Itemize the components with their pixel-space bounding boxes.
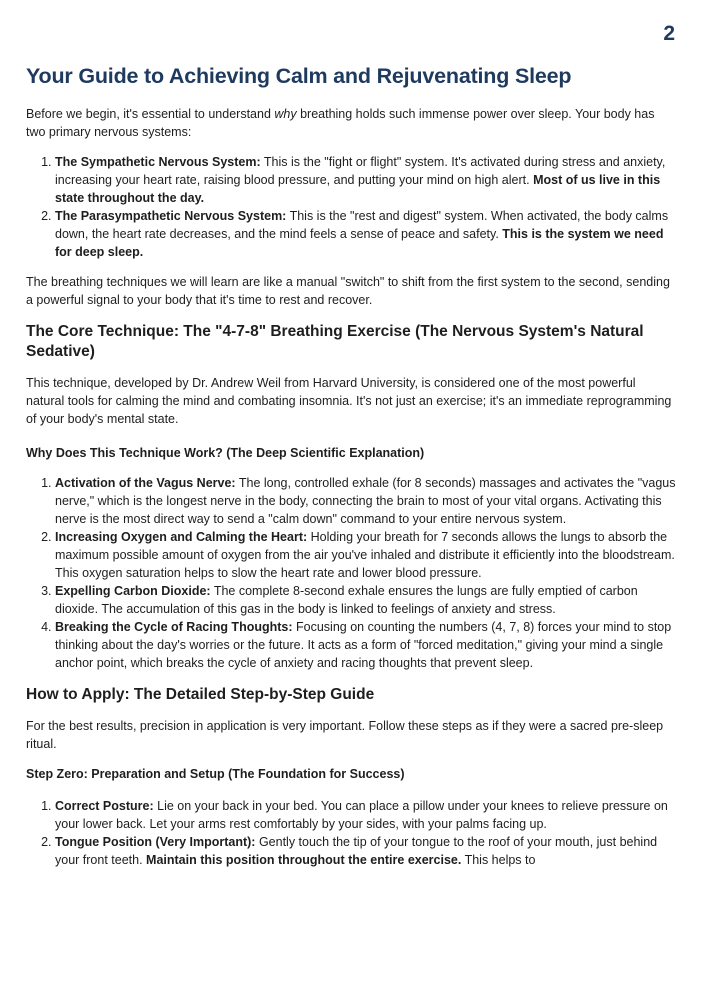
list-item: 2. The Parasympathetic Nervous System: This is the "rest and digest" system. When activated, the body calms down, the heart rate decreases, and the mind feels a sense of peace and safety. This is the system we need for deep sleep. [55, 207, 677, 261]
emphasis-why: why [274, 107, 297, 121]
list-item: 1. The Sympathetic Nervous System: This is the "fight or flight" system. It's activated during stress and anxiety, increasing your heart rate, raising blood pressure, and putting your mind on high alert. Most of us live in this state throughout the day. [55, 153, 677, 207]
list-item: 1. Activation of the Vagus Nerve: The long, controlled exhale (for 8 seconds) massages and activates the "vagus nerve," which is the longest nerve in the body, connecting the brain to most of your vital organs. Activating this nerve is the most direct way to send a "calm down" command to your entire nervous system. [55, 474, 677, 528]
core-technique-heading: The Core Technique: The "4-7-8" Breathing Exercise (The Nervous System's Natural Sedative) [26, 323, 644, 360]
list-item: 2. Tongue Position (Very Important): Gently touch the tip of your tongue to the roof of your mouth, just behind your front teeth. Maintain this position throughout the entire exercise. This helps to [55, 833, 677, 869]
list-item: 1. Correct Posture: Lie on your back in your bed. You can place a pillow under your knees to relieve pressure on your lower back. Let your arms rest comfortably by your sides, with your palms facing up. [55, 797, 677, 833]
nervous-systems-list [26, 153, 677, 261]
steps-list [26, 797, 677, 869]
list-item: 4. Breaking the Cycle of Racing Thoughts: Focusing on counting the numbers (4, 7, 8) forces your mind to stop thinking about the day's worries or the future. It acts as a form of "forced meditation," giving your mind a single anchor point, which breaks the cycle of anxiety and racing thoughts that prevent sleep. [55, 618, 677, 672]
list-item: 2. Increasing Oxygen and Calming the Heart: Holding your breath for 7 seconds allows the lungs to absorb the maximum possible amount of oxygen from the air you've inhaled and distribute it efficiently into the bloodstream. This oxygen saturation helps to slow the heart rate and lower blood pressure. [55, 528, 677, 582]
apply-paragraph: For the best results, precision in application is very important. Follow these steps as if they were a sacred pre-sleep ritual. [26, 719, 664, 751]
intro-paragraph: Before we begin, it's essential to understand why breathing holds such immense power over sleep. Your body has two primary nervous systems: [26, 107, 655, 139]
switch-paragraph: The breathing techniques we will learn are like a manual "switch" to shift from the first system to the second, sending a powerful signal to your body that it's time to rest and recover. [26, 275, 670, 307]
list-item: 3. Expelling Carbon Dioxide: The complete 8-second exhale ensures the lungs are fully emptied of carbon dioxide. The accumulation of this gas in the body is linked to feelings of anxiety and stress. [55, 582, 677, 618]
reasons-list [26, 474, 677, 672]
how-to-apply-heading: How to Apply: The Detailed Step-by-Step Guide [26, 686, 375, 703]
core-technique-paragraph: This technique, developed by Dr. Andrew Weil from Harvard University, is considered one of the most powerful natural tools for calming the mind and combating insomnia. It's not just an exercise; it's an immediate reprogramming of your body's mental state. [26, 376, 672, 426]
step-zero-heading: Step Zero: Preparation and Setup (The Foundation for Success) [26, 767, 405, 781]
page-number: 2 [663, 22, 675, 45]
page-title: Your Guide to Achieving Calm and Rejuvenating Sleep [26, 64, 572, 88]
why-heading: Why Does This Technique Work? (The Deep Scientific Explanation) [26, 446, 425, 460]
